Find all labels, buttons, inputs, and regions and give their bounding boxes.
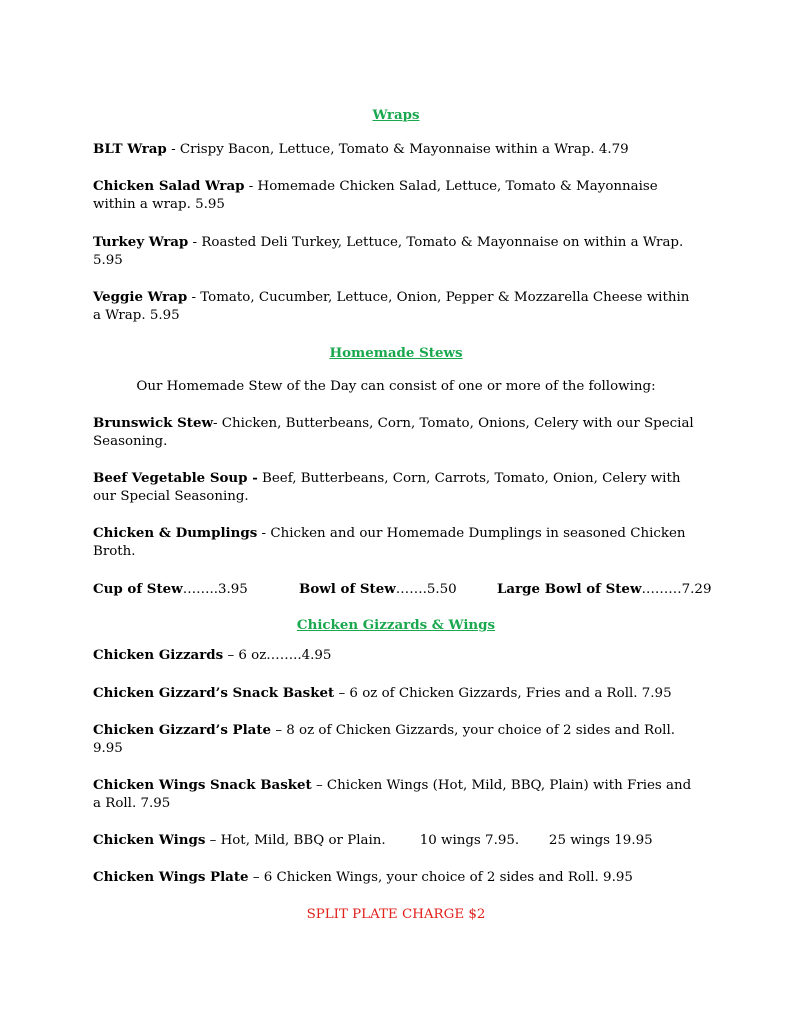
- menu-item-veggie-wrap: [93, 288, 699, 325]
- size-name: Large Bowl of Stew: [497, 581, 642, 597]
- item-name: Veggie Wrap: [93, 289, 188, 305]
- item-name: Brunswick Stew: [93, 415, 213, 431]
- item-description: - Chicken, Butterbeans, Corn, Tomato, Onions, Celery with our Special Seasoning.: [93, 416, 694, 449]
- menu-item-chicken-dumplings: [93, 524, 699, 561]
- item-description: – 8 oz of Chicken Gizzards, your choice of 2 sides and Roll. 9.95: [93, 723, 675, 756]
- wraps-heading: Wraps: [372, 107, 420, 123]
- size-name: Bowl of Stew: [299, 581, 396, 597]
- item-description: - Crispy Bacon, Lettuce, Tomato & Mayonnaise within a Wrap. 4.79: [166, 142, 629, 157]
- menu-item-turkey-wrap: [93, 233, 699, 270]
- item-description: – Chicken Wings (Hot, Mild, BBQ, Plain) with Fries and a Roll. 7.95: [93, 778, 692, 811]
- menu-item-chicken-gizzards: [93, 646, 699, 665]
- size-name: Cup of Stew: [93, 581, 183, 597]
- item-name: Beef Vegetable Soup -: [93, 470, 258, 486]
- item-description: – Hot, Mild, BBQ or Plain. 10 wings 7.95. 25 wings 19.95: [205, 833, 653, 848]
- size-price: ……..3.95: [182, 582, 248, 597]
- menu-item-blt-wrap: [93, 140, 699, 159]
- menu-item-chicken-salad-wrap: [93, 177, 699, 214]
- item-name: Turkey Wrap: [93, 234, 189, 250]
- item-description: – 6 oz……..4.95: [223, 648, 332, 663]
- stew-size-large-bowl: [497, 580, 711, 599]
- split-plate-charge-notice: SPLIT PLATE CHARGE $2: [306, 907, 486, 922]
- item-description: - Chicken and our Homemade Dumplings in seasoned Chicken Broth.: [93, 526, 686, 559]
- item-name: Chicken Wings Plate: [93, 869, 249, 885]
- stew-size-bowl: [299, 580, 457, 599]
- item-name: Chicken & Dumplings: [93, 525, 258, 541]
- stews-intro: Our Homemade Stew of the Day can consist of one or more of the following:: [136, 379, 656, 394]
- gizzards-wings-heading: Chicken Gizzards & Wings: [296, 617, 496, 633]
- size-price: …….5.50: [395, 582, 457, 597]
- item-name: Chicken Salad Wrap: [93, 178, 245, 194]
- menu-item-wings-plate: [93, 868, 699, 887]
- item-name: Chicken Wings Snack Basket: [93, 777, 312, 793]
- item-description: Beef, Butterbeans, Corn, Carrots, Tomato, Onion, Celery with our Special Seasoning.: [93, 471, 681, 504]
- menu-item-wings-snack-basket: [93, 776, 699, 813]
- menu-item-chicken-wings: [93, 831, 699, 850]
- item-name: Chicken Gizzard’s Plate: [93, 722, 272, 738]
- item-description: - Roasted Deli Turkey, Lettuce, Tomato & Mayonnaise on within a Wrap. 5.95: [93, 235, 684, 268]
- item-description: – 6 Chicken Wings, your choice of 2 sides and Roll. 9.95: [248, 870, 633, 885]
- item-name: Chicken Wings: [93, 832, 206, 848]
- menu-page: [93, 106, 712, 924]
- item-description: - Tomato, Cucumber, Lettuce, Onion, Pepper & Mozzarella Cheese within a Wrap. 5.95: [93, 290, 690, 323]
- menu-item-beef-vegetable-soup: [93, 469, 699, 506]
- stew-size-cup: [93, 580, 248, 599]
- menu-item-brunswick-stew: [93, 414, 699, 451]
- stews-heading: Homemade Stews: [329, 345, 463, 361]
- size-price: ………7.29: [641, 582, 712, 597]
- item-name: Chicken Gizzards: [93, 647, 224, 663]
- item-name: BLT Wrap: [93, 141, 167, 157]
- menu-item-gizzard-plate: [93, 721, 699, 758]
- menu-item-gizzard-snack-basket: [93, 684, 699, 703]
- item-description: - Homemade Chicken Salad, Lettuce, Tomato & Mayonnaise within a wrap. 5.95: [93, 179, 658, 212]
- item-description: – 6 oz of Chicken Gizzards, Fries and a Roll. 7.95: [334, 686, 672, 701]
- stew-sizes-row: [93, 580, 712, 598]
- item-name: Chicken Gizzard’s Snack Basket: [93, 685, 335, 701]
